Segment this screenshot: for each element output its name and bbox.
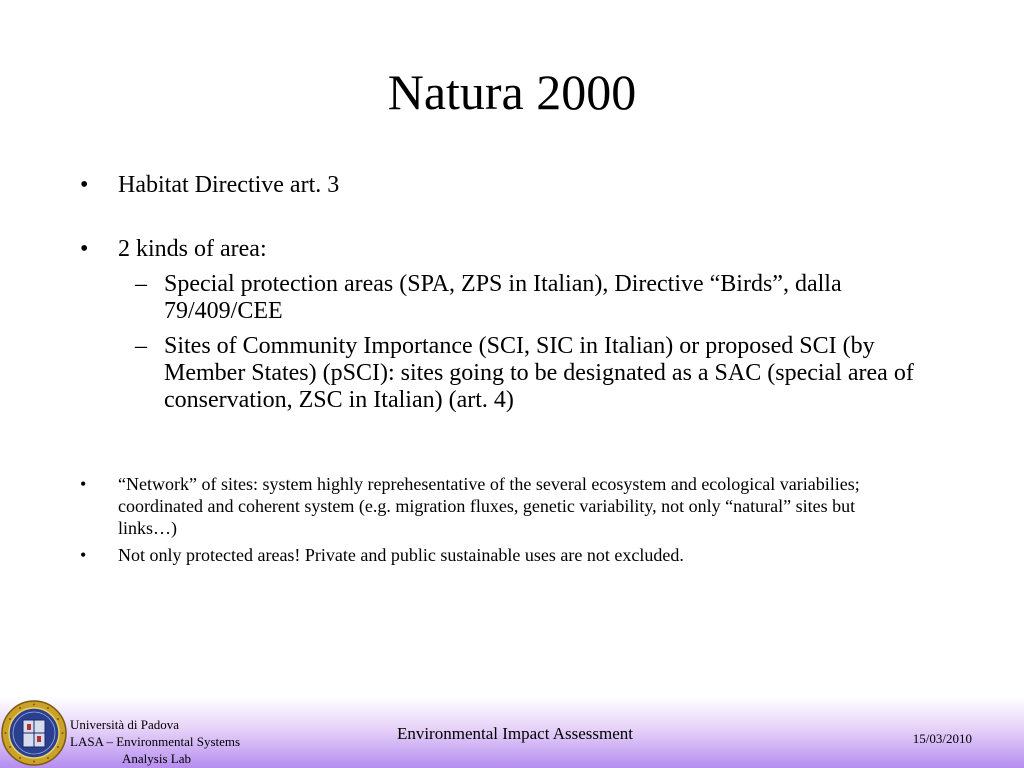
- dash-marker: –: [135, 271, 147, 297]
- bullet-marker: •: [80, 236, 89, 262]
- sub-bullet-text: Special protection areas (SPA, ZPS in Italian), Directive “Birds”, dalla 79/409/CEE: [164, 271, 842, 324]
- sub-bullet-spa: [0, 271, 924, 325]
- bullet-text: “Network” of sites: system highly reprehesentative of the several ecosystem and ecological variabilies; coordinated and coherent system (e.g. migration fluxes, genetic variability, not only “natural” sites but links…): [118, 474, 860, 538]
- sub-bullet-text: Sites of Community Importance (SCI, SIC in Italian) or proposed SCI (by Member States) (pSCI): sites going to be designated as a SAC (special area of conservation, ZSC in Italian) (art. 4): [164, 333, 914, 413]
- bullet-habitat-directive: [0, 170, 918, 200]
- university-name: Università di Padova: [70, 717, 180, 732]
- bullet-kinds-of-area: [0, 234, 918, 264]
- dash-marker: –: [135, 333, 147, 359]
- lab-name-line1: LASA – Environmental Systems: [70, 734, 241, 749]
- bullet-text: 2 kinds of area:: [118, 236, 267, 262]
- footer-course-title: Environmental Impact Assessment: [396, 724, 634, 743]
- sub-bullet-sci: [0, 333, 924, 414]
- bullet-marker: •: [80, 474, 87, 494]
- bullet-text: Habitat Directive art. 3: [118, 172, 340, 198]
- bullet-not-only-protected: [0, 544, 908, 566]
- bullet-marker: •: [80, 172, 89, 198]
- bullet-text: Not only protected areas! Private and public sustainable uses are not excluded.: [118, 545, 684, 565]
- bullet-marker: •: [80, 545, 87, 565]
- slide-content: [0, 170, 1024, 566]
- slide-title: Natura 2000: [387, 64, 637, 120]
- lab-name-line2: Analysis Lab: [122, 751, 191, 766]
- footer-date: 15/03/2010: [912, 731, 972, 746]
- bullet-network: [0, 473, 908, 539]
